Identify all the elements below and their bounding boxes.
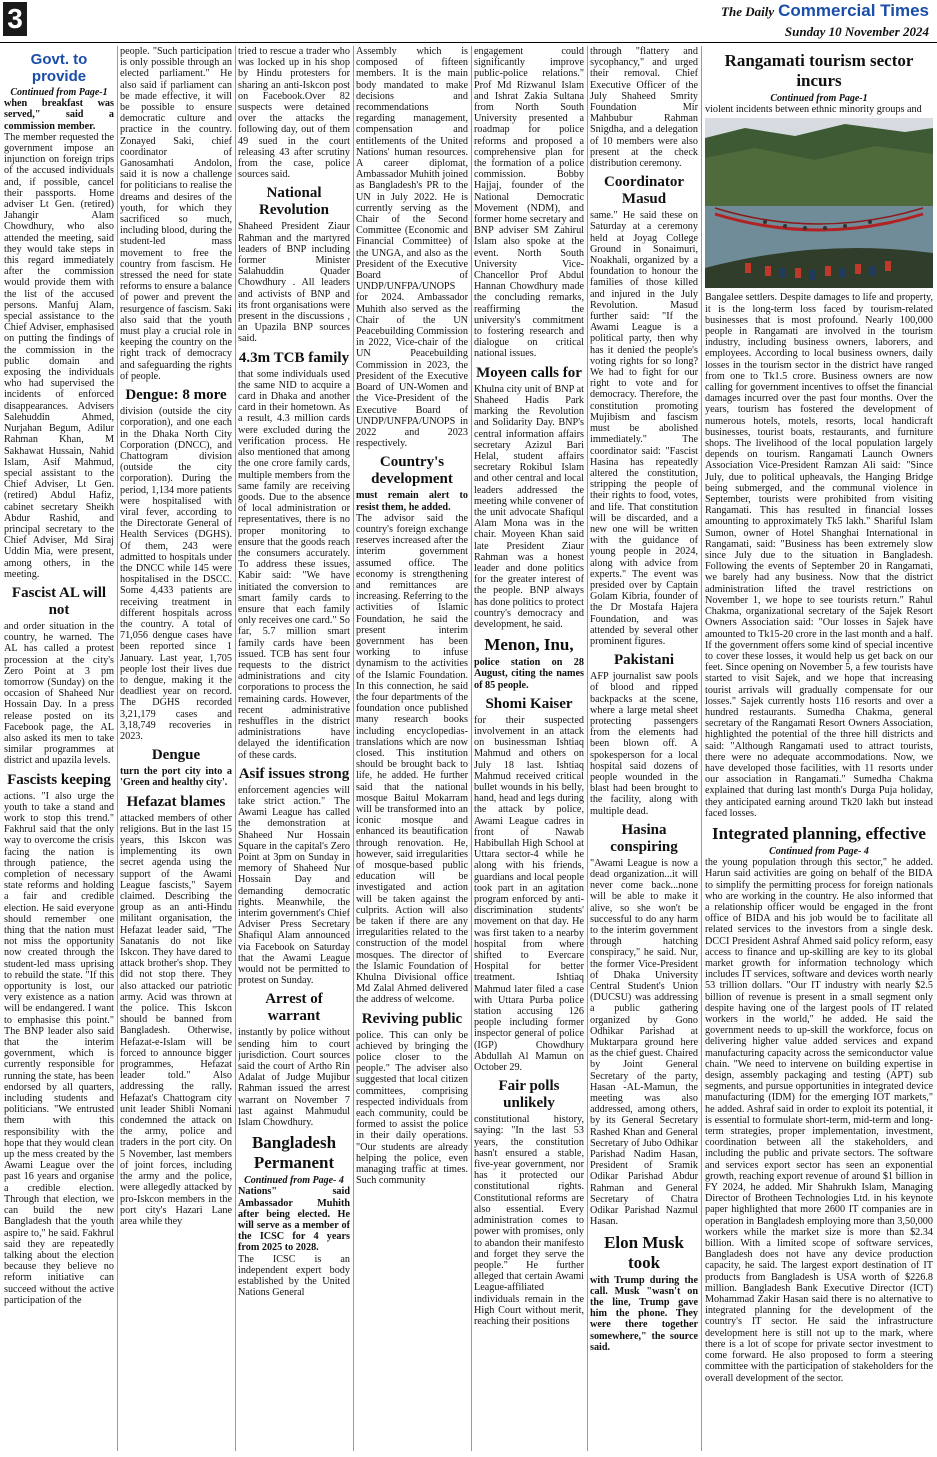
article-body: Shaheed President Ziaur Rahman and the martyred leaders of BNP including former Minister Salahuddin Quader Chowdhury . All leaders and activists of BNP and its front organisations were present in the discussions , an Upazila BNP sources said.	[238, 221, 350, 345]
article-body: police. This can only be achieved by bringing the police closer to the people." The adviser also suggested that local citizen committees, comprising respected individuals from each community, could be formed to assist the police in their daily operations. "Our students are already helping the police, even managing traffic at times. Such community	[356, 1029, 468, 1187]
column-3	[238, 46, 350, 1451]
article-body: "Awami League is now a dead organization...it will never come back...none will be able to make it alive, so she won't be successful to do any harm to the interim government through hatching conspiracy," he said. Nur, the former Vice-President of Dhaka University Central Student's Union (DUCSU) was addressing a public gathering organized by Gono Odhikar Parishad at Muktarpara ground here as the chief guest. Chaired by Joint General Secretary of the party, Hasan -AL-Mamun, the meeting was also addressed, among others, by its General Secretary Rashed Khan and General Secretary of Jubo Odhikar Parishad Nadim Hasan, President of Sramik Odikar Parishad Abdur Rahman and General Secretary of Chatra Odikar Parishad Nazmul Hasan.	[590, 857, 698, 1228]
article-body: the young population through this sector," he added. Harun said activities are going on behalf of the BIDA to simplify the permitting process for foreign nationals who are working in the country. He also informed that a relationship officer would be engaged in the front office of BIDA and his job would be to facilitate all related services to the investors from a single desk. DCCI President Ashraf Ahmed said policy reform, easy access to finance and up-skilling are key to its global market growth for information technology which includes IT services, software and devices worth nearly 53 trillion dollars. "Our IT industry with nearly $2.5 billion of revenue is present in a small segment only despite having one of the largest pools of IT related workers in the world," he added. He said the government needs to up-skill the workforce, focus on delivering higher value added services and expand manufacturing capacity across the semiconductor value chain. "We need to intervene on building expertise in design, assembly packaging and testing (APT) sub segments, and pursue opportunities in integrated device manufacturing (IDM) for the emerging IOT markets," he added. Ashraf said in order to exploit its potential, it is essential to formulate short-term, mid-term and long-term strategies, proper implementation, investment, coordination between all the stakeholders, and including the public and private sectors. The software and services export sector has seen an exponential growth, reaching export revenue of around $1 billion in FY 2024, he added. Mir Shahrukh Islam, Managing Director of Brotheen Technologies Ltd. in his keynote paper highlighted that more 2600 IT companies are in operation in Bangladesh employing more than 3,50,000 workers while the market size is more than $2.34 billion. With a limited scope of software services, Bangladesh does not have any device production capacity, he said. The largest export destination of IT products from Bangladesh is USA worth of $226.8 million. Bangladesh Bank Executive Director (ICT) Mohammad Zakir Hasan said there is no alternative to integrated planning for the development of the country's IT sector. He said the infrastructure development here is still not up to the mark, where there is a lot of scope for private sector investment to come forward. He also proposed to form a steering committee with the participation of stakeholders for the overall development of the sector.	[705, 857, 933, 1384]
column-divider	[353, 46, 354, 1451]
headline-dengue: Dengue	[151, 747, 201, 764]
headline-rangamati-tourism: Rangamati tourism sector incurs	[724, 51, 914, 90]
column-4	[356, 46, 468, 1451]
article-body: enforcement agencies will take strict action." The Awami League has called the demonstration at Shaheed Nur Hossain Square in the capital's Zero Point at 3pm on Sunday in memory of Shaheed Nur Hossain Day and demanding democratic rights. Meanwhile, the interim government's Chief Adviser Press Secretary Shafiqul Alam announced via Facebook on Saturday that the Awami League would not be permitted to protest on Sunday.	[238, 784, 350, 987]
headline-menon-inu: Menon, Inu,	[484, 635, 574, 655]
column-6	[590, 46, 698, 1451]
article-body: Assembly which is composed of fifteen members. It is the main body mandated to make decisions and recommendations regarding management, compensation and entitlements of the United Nations' human resources. A career diplomat, Ambassador Muhith joined as Bangladesh's PR to the UN in July 2022. He is currently serving as the Chair of the Second Committee (Economic and Financial Committee) of the UNGA, and also as the President of the Executive Board of UNDP/UNFPA/UNOPS for 2024. Ambassador Muhith also served as the Chair of the UN Peacebuilding Commission in 2022, Vice-chair of the UN Peacebuilding Commission in 2023, the President of the Executive Board of UN-Women and the Vice-President of the Executive Board of UNDP/UNFPA/UNOPS in 2022 and 2023 respectively.	[356, 46, 468, 450]
headline-countrys-development: Country's development	[371, 454, 453, 488]
continued-label: Continued from Page-1	[10, 87, 108, 98]
article-body: Khulna city unit of BNP at Shaheed Hadis Park marking the Revolution and Solidarity Day. BNP's central information affairs secretary Azizul Bari Helal, student affairs secretary Rokibul Islam and other central and local leaders addressed the meeting while convener of the unit advocate Shafiqul Alam Mona was in the chair. Moyeen Khan said late President Ziaur Rahman was a honest leader and done politics for the greater interest of the people. BNP always has done politics to protect country's democracy and development, he said.	[474, 383, 584, 630]
newspaper-brand	[721, 1, 929, 40]
article-body: The advisor said the country's foreign exchange reserves increased after the interim government assumed office. The economy is strengthening and remittances are increasing. Referring to the activities of Islamic Foundation, he said the present interim government has been working to infuse dynamism to the activities of the Islamic Foundation. In this connection, he said the four departments of the foundation once published many research books including encyclopedias-translations which are now closed. This institution should be brought back to life, he added. He further said that the national mosque Baitul Mokarram will be transformed into an iconic mosque and enhanced its beautification through renovation. He, however, said irregularities of mosque-based public education will be investigated and action will be taken against the culprits. Action will also be taken if there are any irregularities related to the construction of the model mosques. The director of the Islamic Foundation of Khulna Divisional office Md Zalal Ahmed delivered the address of welcome.	[356, 512, 468, 1006]
column-7	[705, 46, 933, 1451]
headline-shomi-kaiser: Shomi Kaiser	[485, 695, 573, 712]
headline-asif-issues-strong: Asif issues strong	[238, 765, 350, 782]
brand-name: Commercial Times	[778, 1, 929, 20]
rangamati-bridge-photo	[705, 118, 933, 288]
article-lead: with Trump during the call. Musk "wasn't on the line, Trump gave him the phone. They were there together somewhere," the source said.	[590, 1274, 698, 1353]
headline-bangladesh-permanent: Bangladesh Permanent	[251, 1133, 337, 1173]
article-body: people. "Such participation is only possible through an elected parliament." He also said if parliament can be made effective, it will be possible to ensure democratic culture and practice in the country. Zonayed Saki, chief coordinator of Ganosamhati Andolon, said it is now a challenge for politicians to realise the dreams and desires of the youth, for which they sacrificed so much, including blood, during the student-led mass movement to free the country from fascism. He stressed the need for state reforms to ensure a balance of power and prevent the resurgence of fascism. Saki also said that the youth must play a crucial role in keeping the country on the right track of democracy and safeguarding the rights of people.	[120, 46, 232, 382]
headline-integrated-planning: Integrated planning, effective	[712, 823, 926, 843]
article-lead: turn the port city into a 'Green and healthy city'.	[120, 766, 232, 789]
headline-fascists-keeping: Fascists keeping	[7, 771, 111, 788]
column-divider	[117, 46, 118, 1451]
column-1	[4, 46, 114, 1451]
issue-date: Sunday 10 November 2024	[784, 24, 929, 39]
headline-dengue-8-more: Dengue: 8 more	[125, 387, 227, 404]
continued-label: Continued from Page- 4	[244, 1175, 344, 1187]
article-lead: when breakfast was served," said a commission member.	[4, 98, 114, 132]
masthead	[0, 0, 937, 43]
column-2	[120, 46, 232, 1451]
article-body: same." He said these on Saturday at a ceremony held at Joyag College Ground in Sonaimuri, Noakhali, organized by a foundation to honour the families of those killed and injured in the July Revolution. Masud further said: "If the Awami League is a political party, then why has it denied the people's voting rights for so long? We had to fight for our right to vote and for democracy. Therefore, the constitution promoting Mujibism and fascism must be abolished immediately." The coordinator said: "Fascist Hasina has repeatedly altered the constitution, stripping the people of their rights to food, votes, and life. That constitution will be discarded, and a new one will be written with the guidance of young people in 2024, along with advice from experts." The event was presided over by Captain Golam Kibria, founder of the Dr Mostafa Hajera Foundation, and was attended by several other prominent figures.	[590, 210, 698, 647]
headline-elon-musk-took: Elon Musk took	[604, 1232, 684, 1272]
headline-fair-polls-unlikely: Fair polls unlikely	[498, 1078, 560, 1112]
article-body: division (outside the city corporation), and one each in the Dhaka North City Corporation (DNCC), and Chattogram division (outside the city corporation). During the period, 1,134 more patients were hospitalised with viral fever, according to the Directorate General of Health Services (DGHS). Of them, 243 were admitted to hospitals under the DNCC while 145 were hospitalised in the DSCC. Some 4,433 patients are receiving treatment in different hospitals across the country. A total of 71,056 dengue cases have been reported since 1 January. Last year, 1,705 people lost their lives due to dengue, making it the deadliest year on record. The DGHS recorded 3,21,179 cases and 3,18,749 recoveries in 2023.	[120, 406, 232, 742]
article-body: violent incidents between ethnic minority groups and	[705, 104, 922, 116]
page-number: 3	[3, 2, 27, 36]
article-body: constitutional history, saying: "In the last 53 years, the constitution hasn't ensured a stable, five-year government, nor has it protected our constitutional rights. Constitutional reforms are also essential. Every administration comes to power with promises, only to abandon their manifesto and forget they serve the people." He further alleged that certain Awami League-affiliated individuals remain in the High Court without merit, reaching their positions	[474, 1114, 584, 1327]
article-body: through "flattery and sycophancy," and urged their removal. Chief Executive Officer of the July Shaheed Smrity Foundation Mir Mahbubur Rahman Snigdha, and a delegation of 10 members were also present at the check distribution ceremony.	[590, 46, 698, 170]
headline-govt-to-provide: Govt. to provide	[30, 51, 88, 85]
article-body: tried to rescue a trader who was locked up in his shop by Hindu protesters for sharing an anti-Iskcon post on Facebook.Over 82 suspects were detained over the attacks the following day, out of them 49 sued in the court releasing 43 after scrutiny from the case, police sources said.	[238, 46, 350, 181]
headline-pakistani: Pakistani	[613, 652, 674, 669]
article-body: attacked members of other religions. But in the last 15 years, this Iskcon was implementing its own secret agenda using the support of the Awami League fascists," Sayem claimed. Describing the group as an anti-Hindu militant organisation, the Hefazat leader said, "The Sanatanis do not like Iskcon. They have dared to attack brother's shop. They did not stop there. They also attacked our patriotic army. Acid was thrown at the police. This Iskcon should be banned from Bangladesh. Otherwise, Hefazat-e-Islam will be forced to announce bigger programmes, Hefazat leader told." Also addressing the rally, Hefazat's Chattogram city unit leader Shibli Nomani condemned the attack on the army, police and traders in the port city. On 5 November, last members of joint forces, including the army and the police, were allegedly attacked by pro-Iskcon members in the port city's Hazari Lane area while they	[120, 812, 232, 1227]
article-body: instantly by police without sending him to court jurisdiction. Court sources said the court of Artho Rin Adalat of Judge Mujibur Rahman issued the arrest warrant on November 7 last against Mahmudul Islam Chowdhury.	[238, 1027, 350, 1129]
brand-the: The Daily	[721, 4, 775, 19]
article-body: and order situation in the country, he warned. The AL has called a protest procession at the city's Zero Point at 3 pm tomorrow (Sunday) on the occasion of Shaheed Nur Hossain Day. In a press release posted on its Facebook page, the AL also asked its men to take similar programmes at district and upazila levels.	[4, 620, 114, 767]
article-body: AFP journalist saw pools of blood and ripped backpacks at the scene, where a large metal sheet protecting passengers from the elements had been blown off. A spokesperson for a local hospital said dozens of people wounded in the blast had been brought to the facility, along with multiple dead.	[590, 671, 698, 817]
headline-hefazat-blames: Hefazat blames	[126, 793, 226, 810]
column-divider	[471, 46, 472, 1451]
column-divider	[701, 46, 702, 1451]
column-5	[474, 46, 584, 1451]
headline-national-revolution: National Revolution	[258, 185, 329, 219]
headline-hasina-conspiring: Hasina conspiring	[610, 821, 678, 855]
column-divider	[587, 46, 588, 1451]
article-body: actions. "I also urge the youth to take a stand and work to stop this trend." Fakhrul said that the only way to overcome the crisis facing the nation is through patience, the completion of necessary state reforms and holding a fair and credible election. He said everyone should remember one thing that the nation must not miss the opportunity now created through the student-led mass uprising to rebuild the state. "If this opportunity is lost, our very existence as a nation will be endangered. I want to emphasise this point." The BNP leader also said that the interim government, which is currently responsible for running the state, has been endorsed by all quarters, including students and politicians. "We entrusted them with this responsibility with the hope that they would clean up the mess created by the Awami League over the past 16 years and organise a credible election. Through that election, we can build the new Bangladesh that the youth aspire to," he said. Fakhrul said they are repeatedly talking about the election because they believe no reform initiative can succeed without the active participation of the	[4, 790, 114, 1306]
continued-label: Continued from Page-1	[770, 93, 868, 104]
article-lead: must remain alert to resist them, he added.	[356, 490, 468, 513]
headline-fascist-al: Fascist AL will not	[11, 584, 107, 618]
headline-reviving-public: Reviving public	[361, 1010, 463, 1027]
article-body: for their suspected involvement in an attack on businessman Ishtiaq Mahmud and others on July 18 last. Ishtiaq Mahmud received critical bullet wounds in his belly, hand, head and legs during the attack by police, Awami League cadres in front of Nawab Habibullah High School at Uttara sector-4 while he along with his friends, guardians and local people took part in an agitation program enforced by anti-discrimination students' movement on that day. He was first taken to a nearby hospital from where shifted to Evercare Hospital for better treatment. Ishtiaq Mahmud later filed a case with Uttara Purba police station accusing 126 people including former inspector general of police (IGP) Chowdhury Abdullah Al Mamun on October 29.	[474, 714, 584, 1074]
headline-moyeen-calls-for: Moyeen calls for	[476, 364, 582, 381]
article-lead: Nations" said Ambassador Muhith after being elected. He will serve as a member of the ICSC for 4 years from 2025 to 2028.	[238, 1186, 350, 1254]
article-body: engagement could significantly improve public-police relations." Prof Md Rizwanul Islam and Ishrat Zakia Sultana from North South University presented a roadmap for police reforms and proposed a comprehensive plan for the formation of a police commission. Bobby Hajjaj, founder of the National Democratic Movement (NDM), and former home secretary and BNP adviser SM Zahirul Islam also spoke at the event. North South University Vice-Chancellor Prof Abdul Hannan Chowdhury made the concluding remarks, reaffirming the university's commitment to fostering research and dialogue on critical national issues.	[474, 46, 584, 360]
article-body: Bangalee settlers. Despite damages to life and property, it is the long-term loss faced by tourism-related businesses that is most profound. Nearly 100,000 people in Rangamati are involved in the tourism industry, including business owners, laborers, and employees. According to local business owners, daily losses in the tourism sector in the district have ranged from one to Tk1.5 crore. Business owners are now calling for government incentives to offset the financial damages incurred over the past four months. Over the years, tourism has fostered the development of numerous hotels, motels, resorts, local handicraft businesses, tourist boats, restaurants, and furniture shops. The livelihood of the local population largely depends on tourism. Rangamati Launch Owners Association Vice-President Ramzan Ali said: "Since July, due to political upheavals, the Hanging Bridge being submerged, and the communal violence in September, tourists were prohibited from visiting Rangamati. This has resulted in financial losses amounting to approximately Tk5 lakh." Shariful Islam Sumon, owner of Hotel Shanghai International in Rangamati, said: "Business has been extremely slow since July due to the situation in Bangladesh. Following the events of September 20 in Rangamati, we barely had any business. Now that the district administration lifted the travel restrictions on November 1, we hope to see tourists return." Rahul Chakma, organizational secretary of the Sajek Resort Owners Association said: "Our losses in Sajek have amounted to Tk15-20 crore in the last month and a half. If the government offers some kind of special incentive to cover these losses, it would help us get back on our feet. Since opening on November 5, a few tourists have started to visit Sajek, and we hope that increasing tourist arrivals will gradually compensate for our losses." Sajek currently hosts 116 resorts and over a hundred restaurants. Sumedha Chakma, general secretary of the Rangamati Resort Owners Association, highlighted the potential of the three hill districts and said: "Although Rangamati used to attract tourists, there were no adequate accommodations. Now, we have developed those facilities, with 11 resorts under our association in Rangamati." Sumedha Chakma explained that during last month's Durga Puja holiday, they anticipated earning around Tk20 lakh but instead faced losses.	[705, 292, 933, 819]
headline-coordinator-masud: Coordinator Masud	[604, 174, 684, 208]
headline-arrest-of-warrant: Arrest of warrant	[265, 991, 323, 1025]
article-body: The member requested the government impose an injunction on foreign trips of the accused individuals and, if possible, cancel their passports. Home adviser Lt Gen. (retired) Jahangir Alam Chowdhury, who also attended the meeting, said they would take steps in this regard immediately after the commission would provide them with the list of the accused persons. Manfuj Alam, special assistance to the Chief Adviser, emphasised on putting the findings of the commission in the public domain and exposing the individuals who had supervised the incidents of enforced disappearances. Advisers Salehuddin Ahmed, Nurjahan Begum, Adilur Rahman Khan, M Sakhawat Hussain, Nahid Islam, Asif Mahmud, special assistant to the Chief Adviser, Lt Gen. (retired) Abdul Hafiz, cabinet secretary Sheikh Abdur Rashid, and principal secretary to the Chief Adviser, Md Siraj Uddin Mia, were present, among others, in the meeting.	[4, 131, 114, 580]
continued-label: Continued from Page- 4	[769, 845, 869, 857]
article-lead: police station on 28 August, citing the names of 85 people.	[474, 657, 584, 691]
headline-tcb-family: 4.3m TCB family	[238, 349, 350, 366]
article-body: that some individuals used the same NID to acquire a card in Dhaka and another card in their hometown. As a result, 4.3 million cards were excluded during the verification process. He also mentioned that among the one crore family cards, multiple members from the same family are receiving goods. Due to the absence of local administration or representatives, there is no proper monitoring to ensure that the goods reach the consumers accurately. To address these issues, Kabir said: "We have initiated the conversion to smart family cards to ensure that each family only receives one card." So far, 5.7 million smart family cards have been issued. TCB has sent four requests to the district administrations and city corporations to process the remaining cards. However, recent administrative reshuffles in the district administrations have delayed the identification of these cards.	[238, 368, 350, 761]
article-body: The ICSC is an independent expert body established by the United Nations General	[238, 1253, 350, 1299]
column-divider	[235, 46, 236, 1451]
